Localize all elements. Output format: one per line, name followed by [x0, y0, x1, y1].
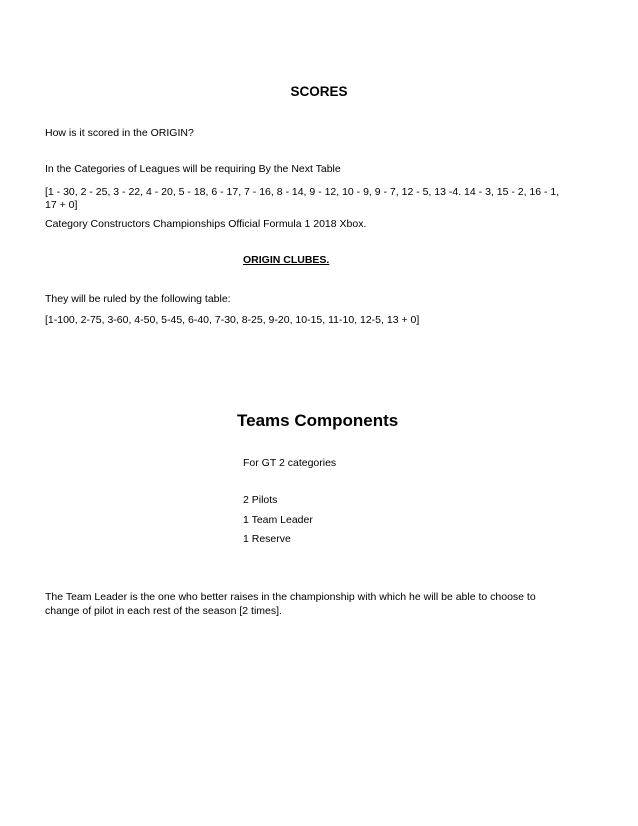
- teams-leader-line-1: The Team Leader is the one who better raises in the championship with which he will be able to choose to: [45, 591, 536, 603]
- teams-title: Teams Components: [237, 411, 399, 430]
- scores-category: Category Constructors Championships Official Formula 1 2018 Xbox.: [45, 218, 367, 230]
- teams-leader-line-2: change of pilot in each rest of the season [2 times].: [45, 605, 282, 617]
- scores-title: SCORES: [290, 84, 348, 99]
- clubes-intro: They will be ruled by the following table:: [45, 293, 231, 305]
- teams-member: 1 Team Leader: [243, 514, 313, 526]
- clubes-title: ORIGIN CLUBES.: [243, 254, 330, 266]
- teams-member: 1 Reserve: [243, 533, 291, 545]
- scores-intro: In the Categories of Leagues will be requiring By the Next Table: [45, 163, 341, 175]
- scores-table-line-2: 17 + 0]: [45, 199, 78, 211]
- scores-question: How is it scored in the ORIGIN?: [45, 127, 194, 139]
- teams-member: 2 Pilots: [243, 494, 278, 506]
- teams-for-line: For GT 2 categories: [243, 457, 337, 469]
- scores-table-line-1: [1 - 30, 2 - 25, 3 - 22, 4 - 20, 5 - 18, 6 - 17, 7 - 16, 8 - 14, 9 - 12, 10 - 9, 9 - 7, 12 - 5, 13 -4. 14 - 3, 15 - 2, 16 - 1,: [45, 186, 560, 198]
- clubes-table: [1-100, 2-75, 3-60, 4-50, 5-45, 6-40, 7-30, 8-25, 9-20, 10-15, 11-10, 12-5, 13 + 0]: [45, 314, 420, 326]
